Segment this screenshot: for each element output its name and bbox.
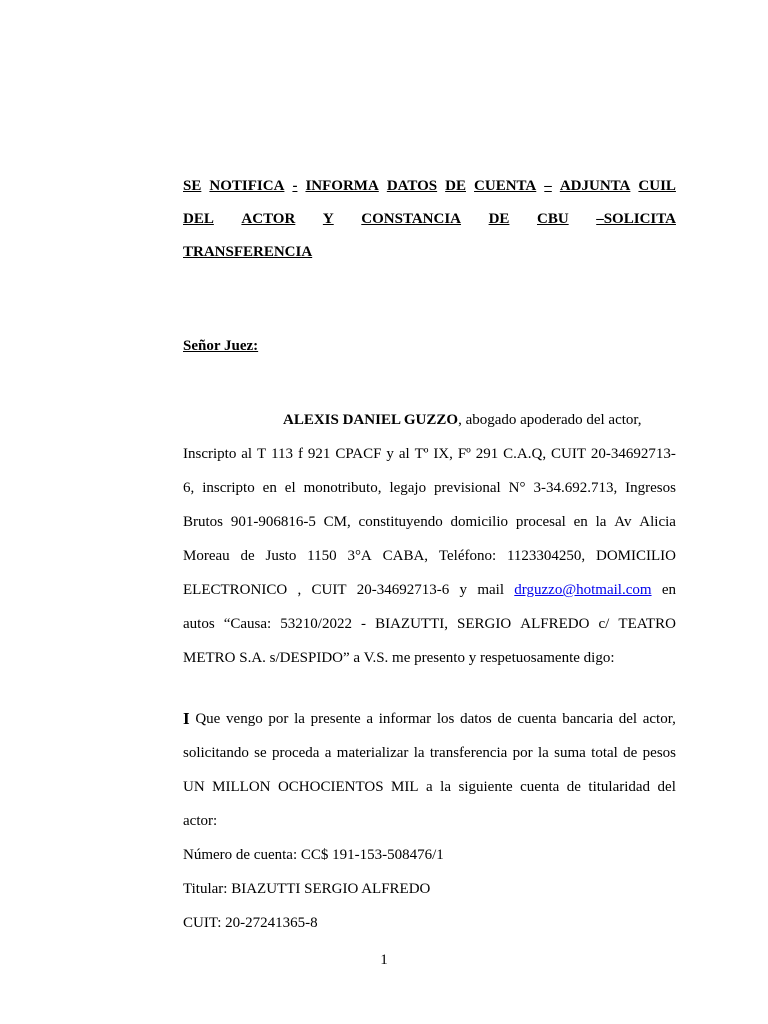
word: c/ bbox=[598, 616, 610, 632]
account-cuit: CUIT: 20-27241365-8 bbox=[183, 915, 318, 931]
word: TEATRO bbox=[618, 616, 676, 632]
word: 20-34692713- bbox=[590, 446, 676, 462]
word: ADJUNTA bbox=[559, 178, 631, 194]
word: a bbox=[324, 745, 332, 761]
word: 53210/2022 bbox=[280, 616, 352, 632]
word: Ingresos bbox=[625, 480, 676, 496]
word: cuenta bbox=[520, 779, 560, 795]
word: 291 bbox=[475, 446, 499, 462]
section-one bbox=[183, 702, 676, 940]
word: Brutos bbox=[183, 514, 224, 530]
word: al bbox=[398, 446, 410, 462]
word: ACTOR bbox=[241, 211, 296, 227]
word: la bbox=[538, 745, 549, 761]
word: proceda bbox=[271, 745, 320, 761]
word: de bbox=[497, 711, 512, 727]
word: domicilio bbox=[450, 514, 509, 530]
word: DATOS bbox=[386, 178, 438, 194]
word: 1123304250, bbox=[506, 548, 586, 564]
word: DE bbox=[445, 178, 466, 194]
paragraph-line bbox=[183, 736, 676, 770]
word: a bbox=[366, 711, 373, 727]
word: la bbox=[294, 711, 305, 727]
word: 901-906816-5 bbox=[230, 514, 316, 530]
word: bancaria bbox=[562, 711, 613, 727]
word: CBU bbox=[536, 211, 569, 227]
word: constituyendo bbox=[358, 514, 443, 530]
word: legajo bbox=[389, 480, 427, 496]
salutation: Señor Juez: bbox=[183, 338, 259, 354]
paragraph-line bbox=[183, 471, 676, 505]
word: 921 bbox=[307, 446, 331, 462]
word: inscripto bbox=[202, 480, 255, 496]
word: UN bbox=[183, 779, 205, 795]
word: informar bbox=[378, 711, 432, 727]
word: vengo bbox=[226, 711, 263, 727]
word: monotributo, bbox=[303, 480, 382, 496]
word: DEL bbox=[183, 211, 214, 227]
word: Alicia bbox=[639, 514, 676, 530]
word: la bbox=[440, 779, 451, 795]
word: Inscripto bbox=[183, 446, 237, 462]
email-link[interactable]: drguzzo@hotmail.com bbox=[514, 582, 652, 598]
title-line-1 bbox=[183, 170, 676, 203]
word: Av bbox=[614, 514, 632, 530]
word: T bbox=[257, 446, 267, 462]
word: y bbox=[459, 582, 468, 598]
paragraph-line: actor: bbox=[183, 813, 218, 829]
word: 3-34.692.713, bbox=[533, 480, 618, 496]
paragraph-line bbox=[183, 403, 676, 437]
word: CABA, bbox=[382, 548, 429, 564]
word: MILLON bbox=[212, 779, 271, 795]
word: solicitando bbox=[183, 745, 249, 761]
word: CUIT bbox=[311, 582, 347, 598]
word: CPACF bbox=[335, 446, 382, 462]
word: previsional bbox=[434, 480, 501, 496]
word: los bbox=[436, 711, 455, 727]
word: ELECTRONICO bbox=[183, 582, 288, 598]
word: OCHOCIENTOS bbox=[277, 779, 384, 795]
word: SE bbox=[183, 178, 202, 194]
word: 3°A bbox=[347, 548, 372, 564]
word: pesos bbox=[642, 745, 676, 761]
word: SERGIO bbox=[457, 616, 512, 632]
paragraph-line bbox=[183, 505, 676, 539]
word: Que bbox=[195, 711, 221, 727]
word: total bbox=[591, 745, 618, 761]
word: del bbox=[657, 779, 676, 795]
word: materializar bbox=[336, 745, 409, 761]
word: cuenta bbox=[517, 711, 557, 727]
word: ALFREDO bbox=[520, 616, 590, 632]
word: IX, bbox=[433, 446, 453, 462]
account-holder: Titular: BIAZUTTI SERGIO ALFREDO bbox=[183, 881, 431, 897]
word: MIL bbox=[391, 779, 419, 795]
section-marker: I bbox=[183, 709, 190, 728]
word: mail bbox=[477, 582, 504, 598]
paragraph-line bbox=[183, 770, 676, 804]
word: C.A.Q, bbox=[503, 446, 547, 462]
word: autos bbox=[183, 616, 215, 632]
word: en bbox=[262, 480, 277, 496]
word: 20-34692713-6 bbox=[356, 582, 450, 598]
word: f bbox=[297, 446, 303, 462]
word: Moreau bbox=[183, 548, 230, 564]
word: DE bbox=[488, 211, 510, 227]
intro-paragraph bbox=[183, 403, 676, 675]
word: – bbox=[544, 178, 552, 194]
word: la bbox=[595, 514, 607, 530]
word: NOTIFICA bbox=[209, 178, 285, 194]
paragraph-line bbox=[183, 607, 676, 641]
paragraph-line bbox=[183, 437, 676, 471]
word: en bbox=[661, 582, 676, 598]
word: datos bbox=[460, 711, 492, 727]
word: actor, bbox=[642, 711, 676, 727]
word: transferencia bbox=[429, 745, 508, 761]
title-line-2 bbox=[183, 203, 676, 236]
word: CUIL bbox=[638, 178, 676, 194]
word: Justo bbox=[265, 548, 297, 564]
word: por bbox=[268, 711, 289, 727]
word: de bbox=[240, 548, 255, 564]
word: siguiente bbox=[458, 779, 513, 795]
word: Tº bbox=[414, 446, 429, 462]
word: de bbox=[566, 779, 581, 795]
word: - bbox=[361, 616, 367, 632]
word: Teléfono: bbox=[438, 548, 497, 564]
word: CUIT bbox=[551, 446, 586, 462]
word: a bbox=[426, 779, 433, 795]
word: se bbox=[254, 745, 267, 761]
document-title bbox=[183, 170, 676, 269]
word: CONSTANCIA bbox=[361, 211, 462, 227]
account-number: Número de cuenta: CC$ 191-153-508476/1 bbox=[183, 847, 444, 863]
word: de bbox=[623, 745, 638, 761]
word: al bbox=[241, 446, 253, 462]
paragraph-line: METRO S.A. s/DESPIDO” a V.S. me presento y respetuosamente digo: bbox=[183, 650, 615, 666]
word: CM, bbox=[323, 514, 351, 530]
word: el bbox=[284, 480, 296, 496]
word: “Causa: bbox=[223, 616, 272, 632]
word: procesal bbox=[515, 514, 566, 530]
word: 1150 bbox=[307, 548, 337, 564]
word: , bbox=[297, 582, 302, 598]
paragraph-line bbox=[183, 702, 676, 736]
word: y bbox=[386, 446, 394, 462]
author-name: ALEXIS DANIEL GUZZO bbox=[283, 412, 459, 428]
author-line-text bbox=[283, 403, 642, 437]
word: N° bbox=[508, 480, 526, 496]
word: en bbox=[573, 514, 588, 530]
word: por bbox=[512, 745, 533, 761]
word: del bbox=[618, 711, 638, 727]
word: titularidad bbox=[588, 779, 651, 795]
word: CUENTA bbox=[474, 178, 537, 194]
page-number: 1 bbox=[380, 952, 388, 968]
word: - bbox=[292, 178, 298, 194]
word: Y bbox=[322, 211, 334, 227]
paragraph-line bbox=[183, 539, 676, 573]
paragraph-line-email bbox=[183, 573, 676, 607]
word: BIAZUTTI, bbox=[375, 616, 448, 632]
word: –SOLICITA bbox=[596, 211, 676, 227]
word: presente bbox=[310, 711, 361, 727]
word: DOMICILIO bbox=[596, 548, 676, 564]
author-role: , abogado apoderado del actor, bbox=[458, 412, 642, 428]
word: 113 bbox=[271, 446, 294, 462]
word: INFORMA bbox=[305, 178, 379, 194]
title-line-3: TRANSFERENCIA bbox=[183, 244, 313, 260]
word: la bbox=[413, 745, 425, 761]
word: suma bbox=[554, 745, 586, 761]
word: Fº bbox=[457, 446, 471, 462]
word: 6, bbox=[183, 480, 195, 496]
